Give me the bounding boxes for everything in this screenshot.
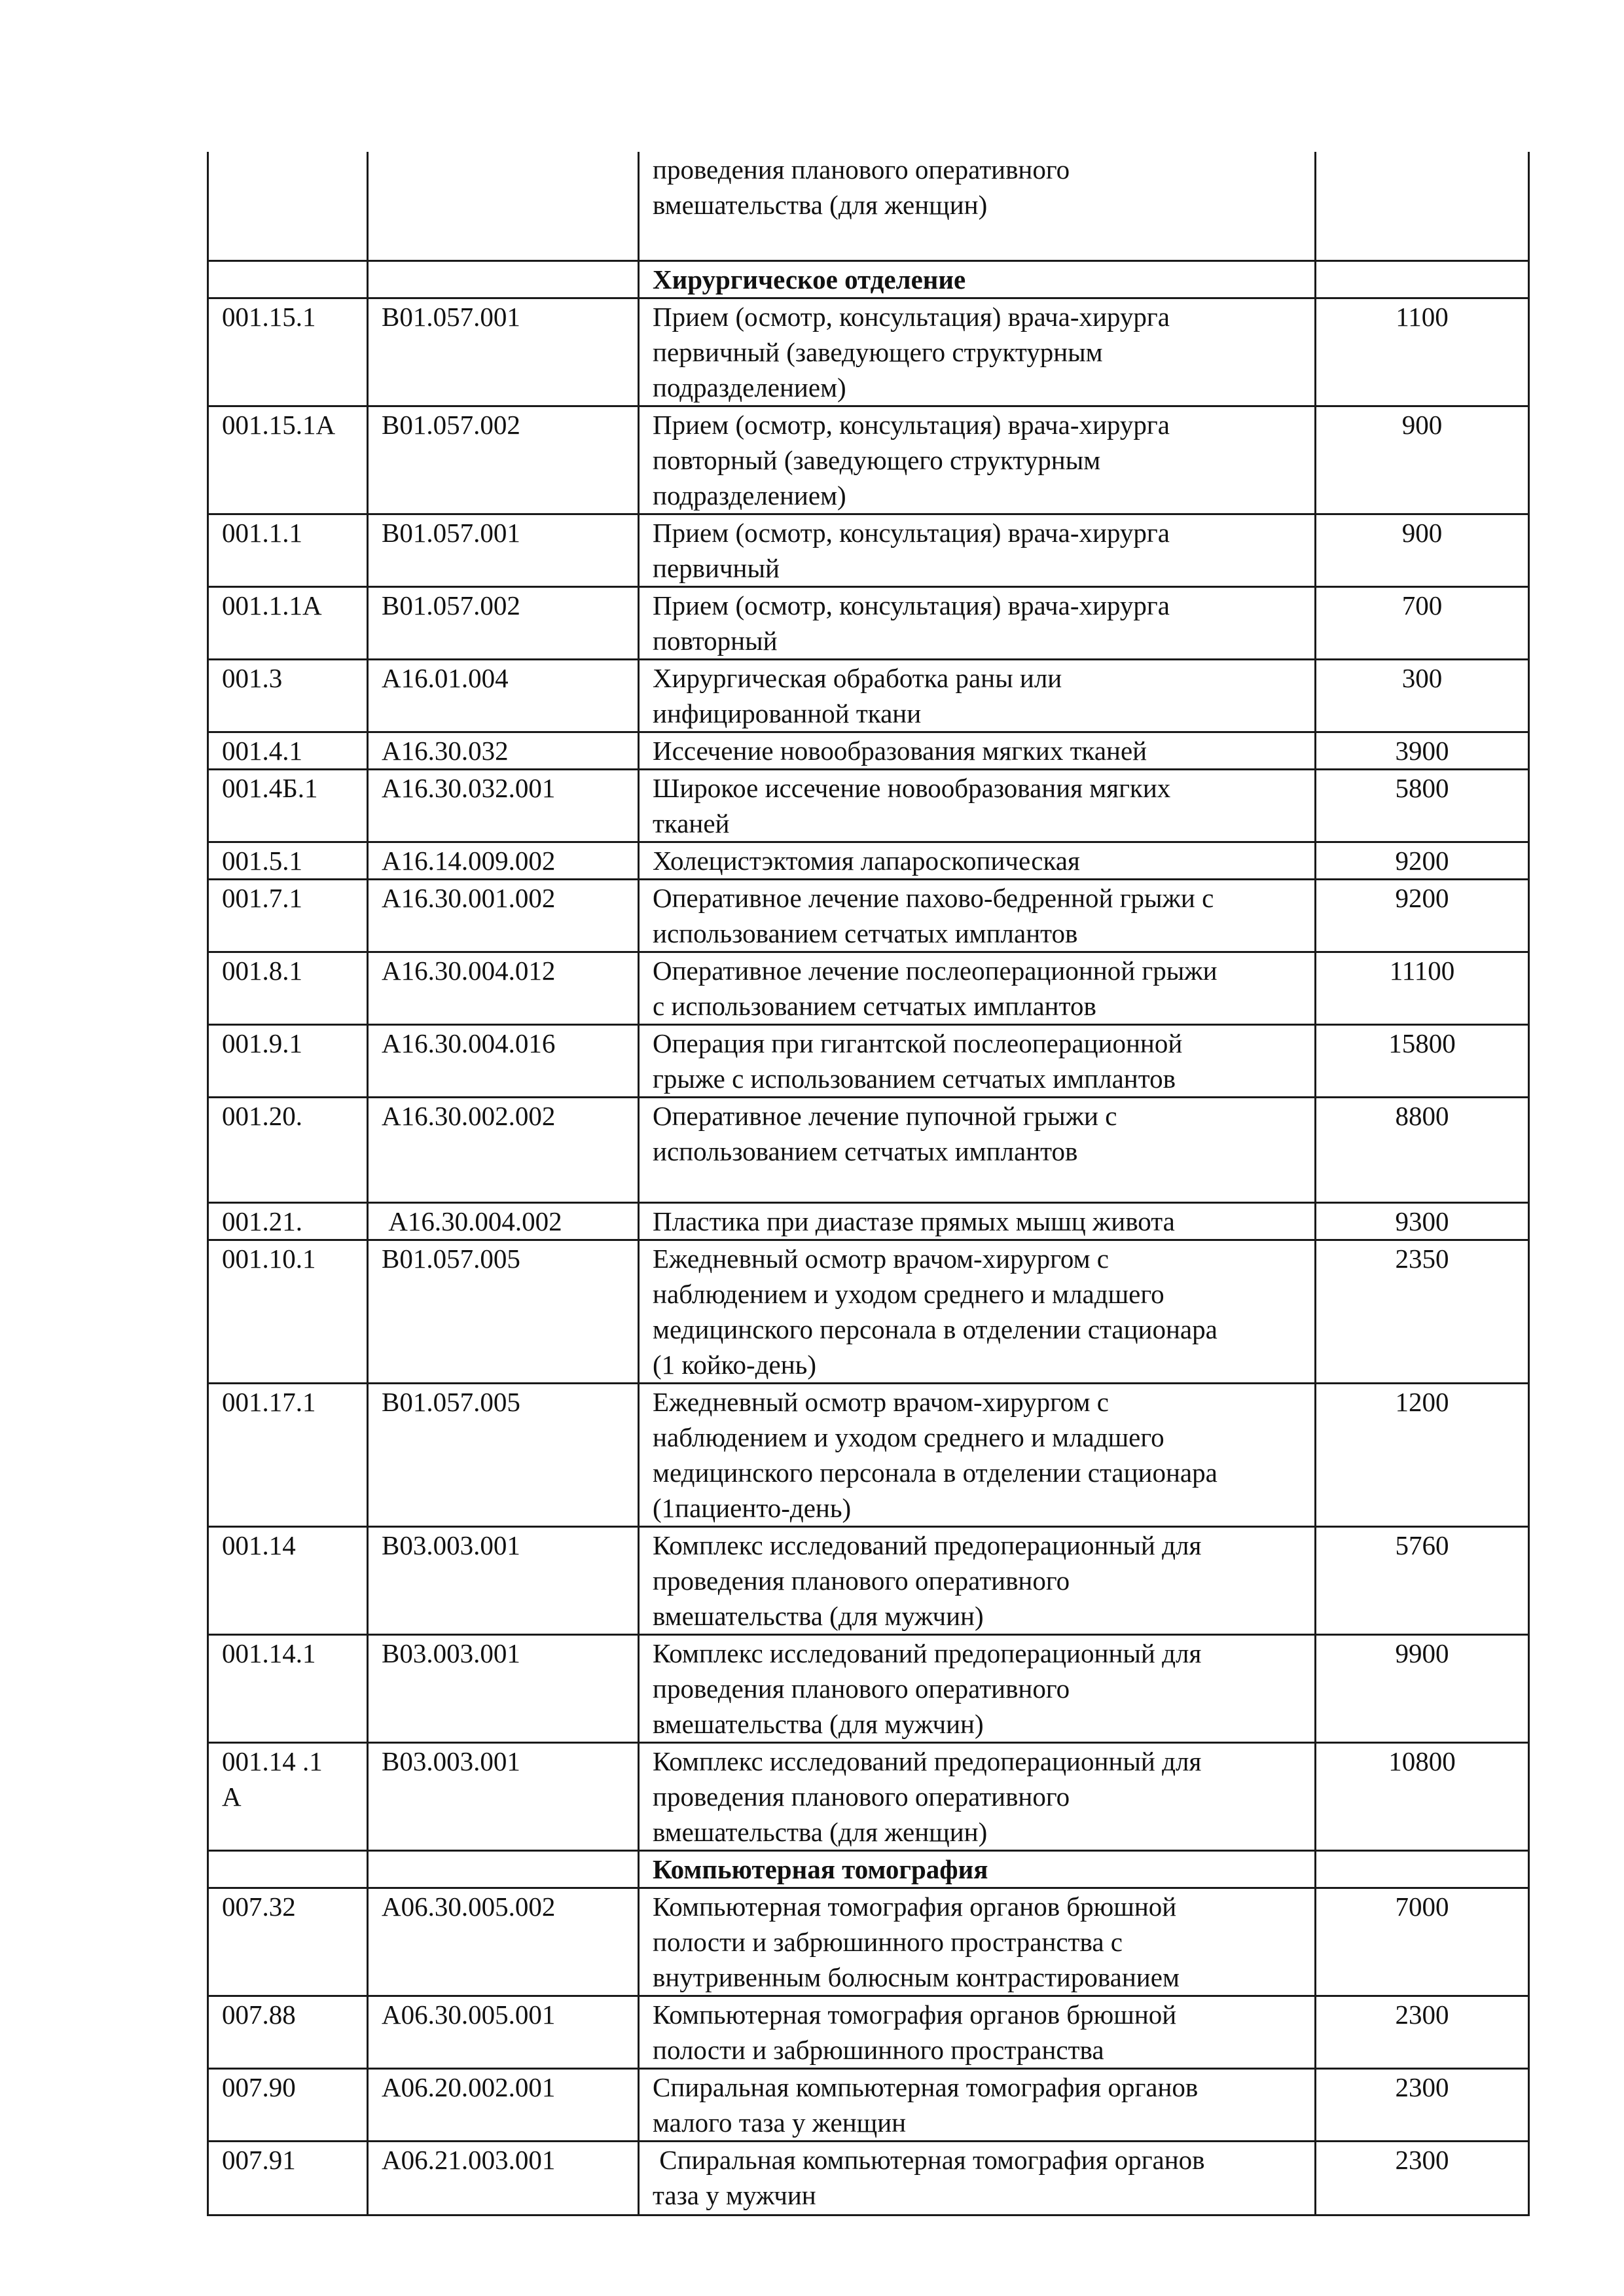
cell-code: 001.21. <box>222 1206 302 1236</box>
cell-code: 001.7.1 <box>222 882 302 913</box>
cell-code-cell <box>208 1202 368 1240</box>
cell-price: 2350 <box>1395 1243 1449 1274</box>
cell-price: 2300 <box>1395 1999 1449 2030</box>
cell-service-code-cell <box>368 1634 639 1742</box>
cell-service-code-cell <box>368 586 639 659</box>
cell-service-name-cell <box>639 1024 1316 1097</box>
cell-service-name: Прием (осмотр, консультация) врача-хирурга повторный (заведующего структурным подразделением) <box>653 409 1170 511</box>
cell-code-cell <box>208 2141 368 2215</box>
table-row <box>208 1240 1529 1383</box>
cell-service-code: A16.01.004 <box>382 662 509 693</box>
cell-service-name: Спиральная компьютерная томография органов таза у мужчин <box>653 2144 1205 2210</box>
cell-code-cell <box>208 2068 368 2141</box>
cell-service-code: B01.057.002 <box>382 409 520 440</box>
cell-service-name-cell <box>639 1742 1316 1850</box>
cell-code: 001.4.1 <box>222 735 302 766</box>
cell-code: 001.3 <box>222 662 283 693</box>
cell-service-code-cell <box>368 769 639 842</box>
cell-price: 15800 <box>1388 1028 1456 1058</box>
cell-code-cell <box>208 1097 368 1202</box>
cell-price: 3900 <box>1395 735 1449 766</box>
cell-code-cell <box>208 152 368 260</box>
cell-code: 001.17.1 <box>222 1386 316 1417</box>
cell-service-name-cell <box>639 1996 1316 2068</box>
cell-service-code-cell <box>368 952 639 1024</box>
table-row <box>208 1888 1529 1996</box>
cell-service-name: Холецистэктомия лапароскопическая <box>653 845 1080 876</box>
section-title: Компьютерная томография <box>653 1854 988 1884</box>
cell-service-code: B03.003.001 <box>382 1746 520 1776</box>
table-row <box>208 2141 1529 2215</box>
cell-code-cell <box>208 1383 368 1526</box>
cell-service-name-cell <box>639 952 1316 1024</box>
cell-service-code: A16.30.032 <box>382 735 509 766</box>
cell-service-name-cell <box>639 769 1316 842</box>
table-row <box>208 1097 1529 1202</box>
cell-service-name-cell <box>639 2068 1316 2141</box>
cell-code-cell <box>208 586 368 659</box>
cell-service-name-cell <box>639 514 1316 586</box>
cell-code-cell <box>208 879 368 952</box>
cell-service-code: A16.30.004.002 <box>382 1206 562 1236</box>
cell-service-code-cell <box>368 842 639 879</box>
cell-service-code-cell <box>368 732 639 769</box>
cell-service-code: A16.30.002.002 <box>382 1100 556 1131</box>
cell-service-code-cell <box>368 2141 639 2215</box>
table-row <box>208 298 1529 406</box>
cell-code-cell <box>208 1024 368 1097</box>
cell-code: 001.1.1А <box>222 590 322 620</box>
cell-service-name: Иссечение новообразования мягких тканей <box>653 735 1147 766</box>
price-list-body <box>208 152 1529 2215</box>
cell-code: 001.10.1 <box>222 1243 316 1274</box>
cell-service-code-cell <box>368 260 639 298</box>
table-row <box>208 659 1529 732</box>
section-header-row <box>208 1850 1529 1888</box>
table-row <box>208 1024 1529 1097</box>
table-row <box>208 732 1529 769</box>
cell-service-name: Комплекс исследований предоперационный для проведения планового оперативного вмешательства (для женщин) <box>653 1746 1202 1847</box>
cell-service-code: A06.30.005.002 <box>382 1891 556 1922</box>
cell-service-code-cell <box>368 1024 639 1097</box>
cell-price: 9200 <box>1395 882 1449 913</box>
cell-code-cell <box>208 1240 368 1383</box>
table-row <box>208 1202 1529 1240</box>
cell-price-cell <box>1316 879 1529 952</box>
cell-price: 700 <box>1401 590 1443 620</box>
price-list-table <box>207 152 1530 2216</box>
table-row <box>208 1634 1529 1742</box>
cell-code-cell <box>208 514 368 586</box>
cell-code-cell <box>208 298 368 406</box>
table-row <box>208 1526 1529 1634</box>
cell-price-cell <box>1316 1202 1529 1240</box>
cell-price: 2300 <box>1395 2072 1449 2102</box>
table-row <box>208 879 1529 952</box>
cell-service-name: Хирургическая обработка раны или инфицированной ткани <box>653 662 1062 728</box>
cell-price-cell <box>1316 659 1529 732</box>
cell-service-name: проведения планового оперативного вмешательства (для женщин) <box>653 154 1070 220</box>
cell-service-name: Компьютерная томография органов брюшной полости и забрюшинного пространства с внутривенным болюсным контрастированием <box>653 1891 1180 1992</box>
cell-service-name: Широкое иссечение новообразования мягких тканей <box>653 772 1171 838</box>
cell-price-cell <box>1316 1742 1529 1850</box>
cell-service-code: B03.003.001 <box>382 1638 520 1668</box>
cell-code-cell <box>208 842 368 879</box>
cell-service-code-cell <box>368 659 639 732</box>
cell-price-cell <box>1316 1888 1529 1996</box>
table-row <box>208 586 1529 659</box>
section-title: Хирургическое отделение <box>653 264 966 295</box>
cell-price: 7000 <box>1395 1891 1449 1922</box>
table-row <box>208 952 1529 1024</box>
cell-price: 5760 <box>1395 1530 1449 1560</box>
cell-service-name-cell <box>639 586 1316 659</box>
cell-price: 5800 <box>1395 772 1449 803</box>
cell-code: 001.5.1 <box>222 845 302 876</box>
cell-code-cell <box>208 1634 368 1742</box>
cell-price-cell <box>1316 406 1529 514</box>
cell-price-cell <box>1316 1097 1529 1202</box>
table-row <box>208 2068 1529 2141</box>
cell-service-name-cell <box>639 879 1316 952</box>
cell-service-code-cell <box>368 1240 639 1383</box>
cell-service-code-cell <box>368 1097 639 1202</box>
table-row <box>208 514 1529 586</box>
cell-code-cell <box>208 659 368 732</box>
cell-code: 007.91 <box>222 2144 296 2175</box>
cell-service-name: Операция при гигантской послеоперационной грыже с использованием сетчатых имплантов <box>653 1028 1183 1094</box>
cell-service-code: B01.057.005 <box>382 1386 520 1417</box>
table-row <box>208 1742 1529 1850</box>
cell-service-name: Оперативное лечение пупочной грыжи с использованием сетчатых имплантов <box>653 1100 1117 1166</box>
cell-service-code: B01.057.002 <box>382 590 520 620</box>
cell-price-cell <box>1316 152 1529 260</box>
section-title-cell <box>639 1850 1316 1888</box>
cell-code-cell <box>208 406 368 514</box>
cell-service-name-cell <box>639 1240 1316 1383</box>
cell-price-cell <box>1316 952 1529 1024</box>
cell-service-code: A06.30.005.001 <box>382 1999 556 2030</box>
cell-code: 001.14.1 <box>222 1638 316 1668</box>
cell-service-name-cell <box>639 732 1316 769</box>
cell-code: 001.15.1А <box>222 409 336 440</box>
cell-service-name: Ежедневный осмотр врачом-хирургом с наблюдением и уходом среднего и младшего медицинского персонала в отделении стационара (1 койко-день) <box>653 1243 1218 1380</box>
cell-service-name: Спиральная компьютерная томография органов малого таза у женщин <box>653 2072 1199 2138</box>
cell-price-cell <box>1316 1996 1529 2068</box>
table-row <box>208 1383 1529 1526</box>
cell-price-cell <box>1316 1240 1529 1383</box>
cell-price: 9300 <box>1395 1206 1449 1236</box>
cell-service-name: Ежедневный осмотр врачом-хирургом с наблюдением и уходом среднего и младшего медицинского персонала в отделении стационара (1пациенто-день) <box>653 1386 1218 1523</box>
cell-service-code-cell <box>368 2068 639 2141</box>
cell-code-cell <box>208 260 368 298</box>
cell-service-name-cell <box>639 1634 1316 1742</box>
cell-price: 9900 <box>1395 1638 1449 1668</box>
cell-code-cell <box>208 952 368 1024</box>
cell-price-cell <box>1316 514 1529 586</box>
cell-code-cell <box>208 1888 368 1996</box>
cell-price: 300 <box>1401 662 1443 693</box>
cell-service-name-cell <box>639 406 1316 514</box>
cell-price-cell <box>1316 2068 1529 2141</box>
cell-service-code-cell <box>368 1383 639 1526</box>
cell-service-code: A06.21.003.001 <box>382 2144 556 2175</box>
cell-service-code: A16.30.032.001 <box>382 772 556 803</box>
cell-code: 001.8.1 <box>222 955 302 986</box>
cell-service-code: B01.057.001 <box>382 517 520 548</box>
cell-price: 1200 <box>1395 1386 1449 1417</box>
cell-service-code-cell <box>368 879 639 952</box>
cell-price: 1100 <box>1396 301 1449 332</box>
cell-price: 11100 <box>1389 955 1455 986</box>
cell-service-name: Оперативное лечение послеоперационной грыжи с использованием сетчатых имплантов <box>653 955 1218 1021</box>
cell-code-cell <box>208 1996 368 2068</box>
cell-service-name-cell <box>639 298 1316 406</box>
cell-code: 001.14 <box>222 1530 296 1560</box>
cell-service-code: A16.30.004.016 <box>382 1028 556 1058</box>
cell-service-code-cell <box>368 1742 639 1850</box>
cell-code: 001.9.1 <box>222 1028 302 1058</box>
cell-code: 007.90 <box>222 2072 296 2102</box>
cell-service-code: A16.14.009.002 <box>382 845 556 876</box>
cell-price-cell <box>1316 1850 1529 1888</box>
cell-service-code-cell <box>368 1526 639 1634</box>
cell-service-code-cell <box>368 1888 639 1996</box>
cell-service-code: A06.20.002.001 <box>382 2072 556 2102</box>
cell-service-code-cell <box>368 514 639 586</box>
cell-price-cell <box>1316 298 1529 406</box>
cell-service-name: Комплекс исследований предоперационный для проведения планового оперативного вмешательства (для мужчин) <box>653 1530 1202 1631</box>
cell-service-name-cell <box>639 842 1316 879</box>
cell-service-name-cell <box>639 2141 1316 2215</box>
table-row <box>208 1996 1529 2068</box>
cell-service-code: B01.057.005 <box>382 1243 520 1274</box>
cell-price-cell <box>1316 1634 1529 1742</box>
cell-service-name-cell <box>639 1383 1316 1526</box>
cell-service-name: Прием (осмотр, консультация) врача-хирурга повторный <box>653 590 1170 656</box>
table-row <box>208 152 1529 260</box>
cell-service-code: A16.30.001.002 <box>382 882 556 913</box>
table-row <box>208 842 1529 879</box>
cell-service-code-cell <box>368 1202 639 1240</box>
cell-service-name-cell <box>639 152 1316 260</box>
cell-price-cell <box>1316 2141 1529 2215</box>
table-row <box>208 406 1529 514</box>
cell-service-name: Прием (осмотр, консультация) врача-хирурга первичный (заведующего структурным подразделением) <box>653 301 1170 403</box>
section-header-row <box>208 260 1529 298</box>
cell-code-cell <box>208 1526 368 1634</box>
cell-service-code-cell <box>368 1850 639 1888</box>
cell-price-cell <box>1316 1383 1529 1526</box>
cell-service-name-cell <box>639 1097 1316 1202</box>
cell-price: 8800 <box>1395 1100 1449 1131</box>
cell-price-cell <box>1316 586 1529 659</box>
cell-code: 007.88 <box>222 1999 296 2030</box>
cell-price-cell <box>1316 842 1529 879</box>
cell-price: 10800 <box>1388 1746 1456 1776</box>
cell-code: 001.15.1 <box>222 301 316 332</box>
cell-price-cell <box>1316 732 1529 769</box>
cell-service-name-cell <box>639 659 1316 732</box>
cell-service-code-cell <box>368 298 639 406</box>
cell-service-name: Комплекс исследований предоперационный для проведения планового оперативного вмешательства (для мужчин) <box>653 1638 1202 1739</box>
cell-code-cell <box>208 769 368 842</box>
cell-service-name: Компьютерная томография органов брюшной полости и забрюшинного пространства <box>653 1999 1177 2065</box>
cell-price: 2300 <box>1395 2144 1449 2175</box>
cell-price: 9200 <box>1395 845 1449 876</box>
cell-service-code-cell <box>368 1996 639 2068</box>
cell-code-cell <box>208 1742 368 1850</box>
cell-service-code: B03.003.001 <box>382 1530 520 1560</box>
cell-code-cell <box>208 1850 368 1888</box>
cell-service-code-cell <box>368 406 639 514</box>
cell-code: 007.32 <box>222 1891 296 1922</box>
cell-service-code: A16.30.004.012 <box>382 955 556 986</box>
cell-price-cell <box>1316 1024 1529 1097</box>
cell-price: 900 <box>1401 409 1443 440</box>
cell-code: 001.14 .1 А <box>222 1746 323 1812</box>
table-row <box>208 769 1529 842</box>
cell-code-cell <box>208 732 368 769</box>
cell-price-cell <box>1316 260 1529 298</box>
cell-service-name-cell <box>639 1526 1316 1634</box>
cell-service-name-cell <box>639 1888 1316 1996</box>
cell-service-name: Прием (осмотр, консультация) врача-хирурга первичный <box>653 517 1170 583</box>
cell-code: 001.20. <box>222 1100 302 1131</box>
cell-code: 001.1.1 <box>222 517 302 548</box>
cell-price-cell <box>1316 769 1529 842</box>
cell-service-code-cell <box>368 152 639 260</box>
cell-code: 001.4Б.1 <box>222 772 318 803</box>
section-title-cell <box>639 260 1316 298</box>
cell-service-name: Пластика при диастазе прямых мышц живота <box>653 1206 1175 1236</box>
cell-price-cell <box>1316 1526 1529 1634</box>
cell-service-name: Оперативное лечение пахово-бедренной грыжи с использованием сетчатых имплантов <box>653 882 1214 948</box>
cell-service-name-cell <box>639 1202 1316 1240</box>
cell-price: 900 <box>1401 517 1443 548</box>
cell-service-code: B01.057.001 <box>382 301 520 332</box>
